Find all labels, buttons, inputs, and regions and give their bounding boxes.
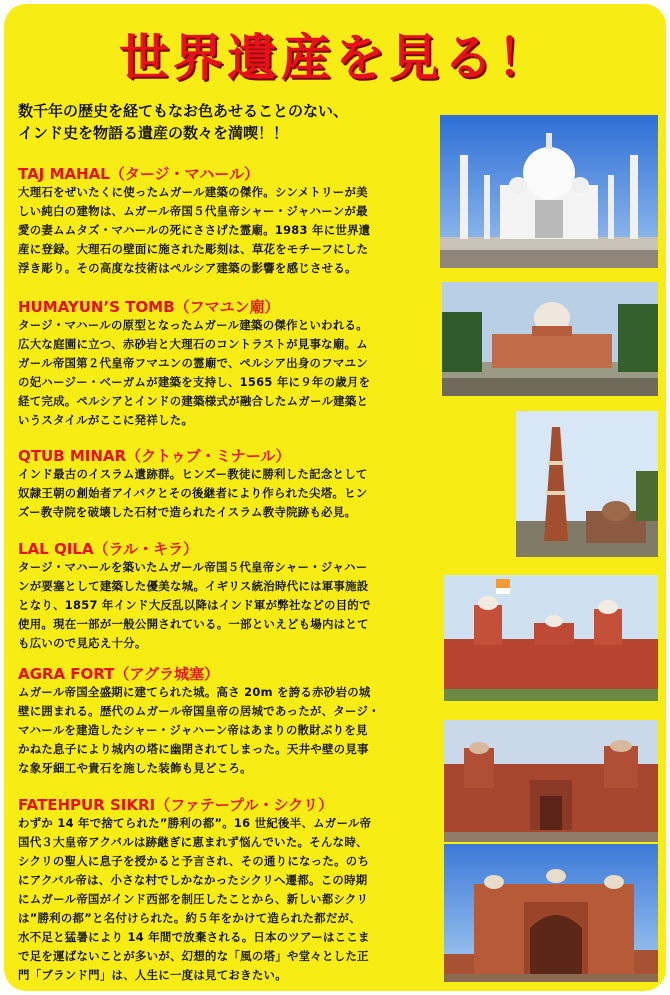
taj-mahal-photo: [440, 115, 658, 268]
section-body-lal-qila: [18, 558, 371, 653]
section-heading-qtub-minar: QTUB MINAR（クトゥブ・ミナール）: [18, 447, 291, 465]
body-line: タージ・マハールを築いたムガール帝国５代皇帝シャー・ジャハー: [18, 560, 368, 574]
body-line: マハールを建造したシャー・ジャハーン帝はあまりの散財ぶりを見: [18, 723, 368, 737]
agra-fort-photo: [444, 720, 658, 842]
section-body-taj-mahal: [18, 183, 370, 278]
body-line: で足を運ばないことが多いが、幻想的な「風の塔」や堂々とした正: [18, 949, 369, 963]
fatehpur-sikri-photo: [444, 844, 658, 982]
body-line: にアクバル帝は、小さな村でしかなかったシクリへ遷都。この時期: [18, 873, 368, 887]
body-line: わずか 14 年で捨てられた”勝利の都”。16 世紀後半、ムガール帝: [18, 816, 372, 830]
section-body-agra-fort: [18, 683, 380, 778]
body-line: ムガール帝国全盛期に建てられた城。高さ 20m を誇る赤砂岩の城: [18, 685, 371, 699]
poster: [4, 4, 666, 991]
intro-text: [18, 100, 448, 144]
intro-line: 数千年の歴史を経てもなお色あせることのない、: [18, 102, 349, 120]
humayuns-tomb-photo: [442, 282, 658, 396]
body-line: にムガール帝国がインド西部を制圧したことから、新しい都シクリ: [18, 892, 369, 906]
body-line: な象牙細工や貴石を施した装飾も見どころ。: [18, 761, 252, 775]
body-line: ガール帝国第２代皇帝フマユンの霊廟で、ペルシア出身のフマユン: [18, 356, 368, 370]
body-line: 産に登録。大理石の壁面に施された彫刻は、草花をモチーフにした: [18, 242, 369, 256]
page-title: 世界遺産を見る！: [119, 29, 551, 87]
section-heading-taj-mahal: TAJ MAHAL（タージ・マハール）: [18, 165, 259, 183]
body-line: 壁に囲まれる。歴代のムガール帝国皇帝の居城であったが、タージ・: [18, 704, 380, 718]
body-line: インド最古のイスラム遺跡群。ヒンズー教徒に勝利した記念として: [18, 467, 368, 481]
body-line: かねた息子により城内の塔に幽閉されてしまった。天井や壁の見事: [18, 742, 369, 756]
body-line: も広いので見応え十分。: [18, 636, 147, 650]
section-body-humayuns-tomb: [18, 316, 370, 430]
body-line: 浮き彫り。その高度な技術はペルシア建築の影響を感じさせる。: [18, 261, 357, 275]
body-line: シクリの聖人に息子を授かると予言され、その通りになった。のち: [18, 854, 370, 868]
body-line: 大理石をぜいたくに使ったムガール建築の傑作。シンメトリーが美: [18, 185, 368, 199]
body-line: ズー教寺院を破壊した石材で造られたイスラム教寺院跡も必見。: [18, 505, 357, 519]
section-heading-lal-qila: LAL QILA（ラル・キラ）: [18, 540, 198, 558]
body-line: 愛の妻ムムタズ・マハールの死にささげた霊廟。1983 年に世界遺: [18, 223, 371, 237]
section-heading-agra-fort: AGRA FORT（アグラ城塞）: [18, 665, 219, 683]
section-body-qtub-minar: [18, 465, 368, 522]
lal-qila-photo: [444, 575, 658, 701]
body-line: タージ・マハールの原型となったムガール建築の傑作といわれる。: [18, 318, 368, 332]
body-line: しい純白の建物は、ムガール帝国５代皇帝シャー・ジャハーンが最: [18, 204, 368, 218]
body-line: 広大な庭園に立つ、赤砂岩と大理石のコントラストが見事な廟。ム: [18, 337, 368, 351]
intro-line: インド史を物語る遺産の数々を満喫！！: [18, 124, 289, 142]
body-line: は”勝利の都”と名付けられた。約５年をかけて造られた都だが、: [18, 911, 361, 925]
body-line: の妃ハージー・ベーガムが建築を支持し、1565 年に９年の歳月を: [18, 375, 371, 389]
body-line: いうスタイルがここに発祥した。: [18, 413, 194, 427]
body-line: となり、1857 年インド大反乱以降はインド軍が弊社などの目的で: [18, 598, 371, 612]
body-line: ンが要塞として建築した優美な城。イギリス統治時代には軍事施設: [18, 579, 369, 593]
body-line: 使用。現在一部が一般公開されている。一部といえども場内はとて: [18, 617, 369, 631]
body-line: 門「ブランド門」は、人生に一度は見ておきたい。: [18, 968, 287, 982]
section-heading-humayuns-tomb: HUMAYUN’S TOMB（フマユン廟）: [18, 298, 280, 316]
body-line: 水不足と猛暑により 14 年間で放棄される。日本のツアーはここま: [18, 930, 370, 944]
body-line: 国代３大皇帝アクバルは跡継ぎに恵まれず悩んでいた。そんな時、: [18, 835, 368, 849]
section-body-fatehpur-sikri: [18, 814, 371, 985]
body-line: 経て完成。ペルシアとインドの建築様式が融合したムガール建築と: [18, 394, 369, 408]
qtub-minar-photo: [516, 411, 658, 557]
section-heading-fatehpur-sikri: FATEHPUR SIKRI（ファテープル・シクリ）: [18, 796, 334, 814]
body-line: 奴隷王朝の創始者アイバクとその後継者により作られた尖塔。ヒン: [18, 486, 368, 500]
